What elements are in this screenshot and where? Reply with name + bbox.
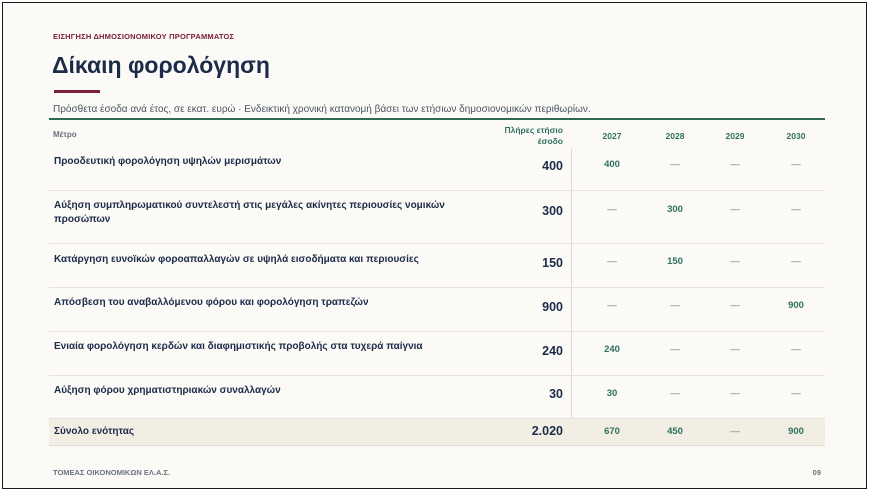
row-value-2028: 150 xyxy=(667,256,683,267)
row-label-line: Κατάργηση ευνοϊκών φοροαπαλλαγών σε υψηλά εισοδήματα και περιουσίες xyxy=(54,254,419,265)
row-label xyxy=(54,340,423,354)
row-label xyxy=(54,253,419,267)
row-value-2028: 300 xyxy=(667,204,683,215)
row-value-2030: — xyxy=(791,256,801,267)
page-title: Δίκαιη φορολόγηση xyxy=(52,52,270,78)
row-value-2027: — xyxy=(607,300,617,311)
row-value-2028: — xyxy=(670,300,680,311)
row-full-revenue: 400 xyxy=(542,159,563,173)
column-header-year-2027: 2027 xyxy=(602,131,622,141)
total-full-revenue: 2.020 xyxy=(531,424,563,438)
row-full-revenue: 30 xyxy=(549,387,563,401)
row-label-line: Αύξηση φόρου χρηματιστηριακών συναλλαγών xyxy=(54,385,281,396)
total-row xyxy=(49,419,825,446)
page-subtitle: Πρόσθετα έσοδα ανά έτος, σε εκατ. ευρώ · Ενδεικτική χρονική κατανομή βάσει των ετήσιων δημοσιονομικών περιθωρίων. xyxy=(53,104,591,115)
row-value-2029: — xyxy=(730,388,740,399)
table-top-rule xyxy=(49,118,825,120)
row-label xyxy=(54,155,281,169)
section-kicker: ΕΙΣΗΓΗΣΗ ΔΗΜΟΣΙΟΝΟΜΙΚΟΥ ΠΡΟΓΡΑΜΜΑΤΟΣ xyxy=(53,32,235,41)
column-header-measure: Μέτρο xyxy=(53,130,77,139)
footer-organization: ΤΟΜΕΑΣ ΟΙΚΟΝΟΜΙΚΩΝ ΕΛ.Α.Σ. xyxy=(53,468,171,477)
table-row xyxy=(49,332,825,376)
row-value-2027: 240 xyxy=(604,344,620,355)
row-value-2029: — xyxy=(730,300,740,311)
row-full-revenue: 150 xyxy=(542,256,563,270)
table-row xyxy=(49,244,825,288)
title-underline xyxy=(54,90,100,93)
row-label-line: Ενιαία φορολόγηση κερδών και διαφημιστικής προβολής στα τυχερά παίγνια xyxy=(54,341,423,352)
row-value-2028: — xyxy=(670,344,680,355)
row-value-2028: — xyxy=(670,159,680,170)
row-value-2029: — xyxy=(730,159,740,170)
row-full-revenue: 900 xyxy=(542,300,563,314)
total-value-2030: 900 xyxy=(788,426,804,437)
row-value-2028: — xyxy=(670,388,680,399)
column-header-year-2029: 2029 xyxy=(725,131,745,141)
row-full-revenue: 300 xyxy=(542,204,563,218)
column-header-full-revenue xyxy=(479,125,563,147)
row-value-2027: 30 xyxy=(606,388,618,399)
column-header-full-line1: Πλήρες ετήσιο xyxy=(504,125,563,135)
total-value-2027: 670 xyxy=(604,426,620,437)
row-label-line: Απόσβεση του αναβαλλόμενου φόρου και φορολόγηση τραπεζών xyxy=(54,297,369,308)
row-full-revenue: 240 xyxy=(542,344,563,358)
total-value-2028: 450 xyxy=(667,426,683,437)
row-value-2027: — xyxy=(607,204,617,215)
column-header-full-line2: έσοδο xyxy=(537,136,563,146)
row-value-2030: — xyxy=(791,344,801,355)
row-value-2030: — xyxy=(791,204,801,215)
row-value-2030: — xyxy=(791,159,801,170)
row-value-2029: — xyxy=(730,256,740,267)
column-header-year-2028: 2028 xyxy=(665,131,685,141)
row-value-2027: 400 xyxy=(604,159,620,170)
row-value-2029: — xyxy=(730,204,740,215)
column-header-year-2030: 2030 xyxy=(786,131,806,141)
total-value-2029: — xyxy=(730,426,740,437)
table-row xyxy=(49,149,825,191)
table-row xyxy=(49,288,825,332)
row-label-line: προσώπων xyxy=(54,214,111,225)
row-value-2029: — xyxy=(730,344,740,355)
total-label: Σύνολο ενότητας xyxy=(54,426,135,437)
table-row xyxy=(49,376,825,419)
row-label xyxy=(54,384,281,398)
row-label xyxy=(54,199,445,227)
row-label-line: Προοδευτική φορολόγηση υψηλών μερισμάτων xyxy=(54,156,282,167)
row-value-2030: 900 xyxy=(788,300,804,311)
row-value-2027: — xyxy=(607,256,617,267)
row-value-2030: — xyxy=(791,388,801,399)
row-label xyxy=(54,296,369,310)
page-number: 09 xyxy=(812,468,821,477)
row-label-line: Αύξηση συμπληρωματικού συντελεστή στις μεγάλες ακίνητες περιουσίες νομικών xyxy=(54,200,445,211)
slide xyxy=(2,2,867,489)
table-row xyxy=(49,191,825,244)
